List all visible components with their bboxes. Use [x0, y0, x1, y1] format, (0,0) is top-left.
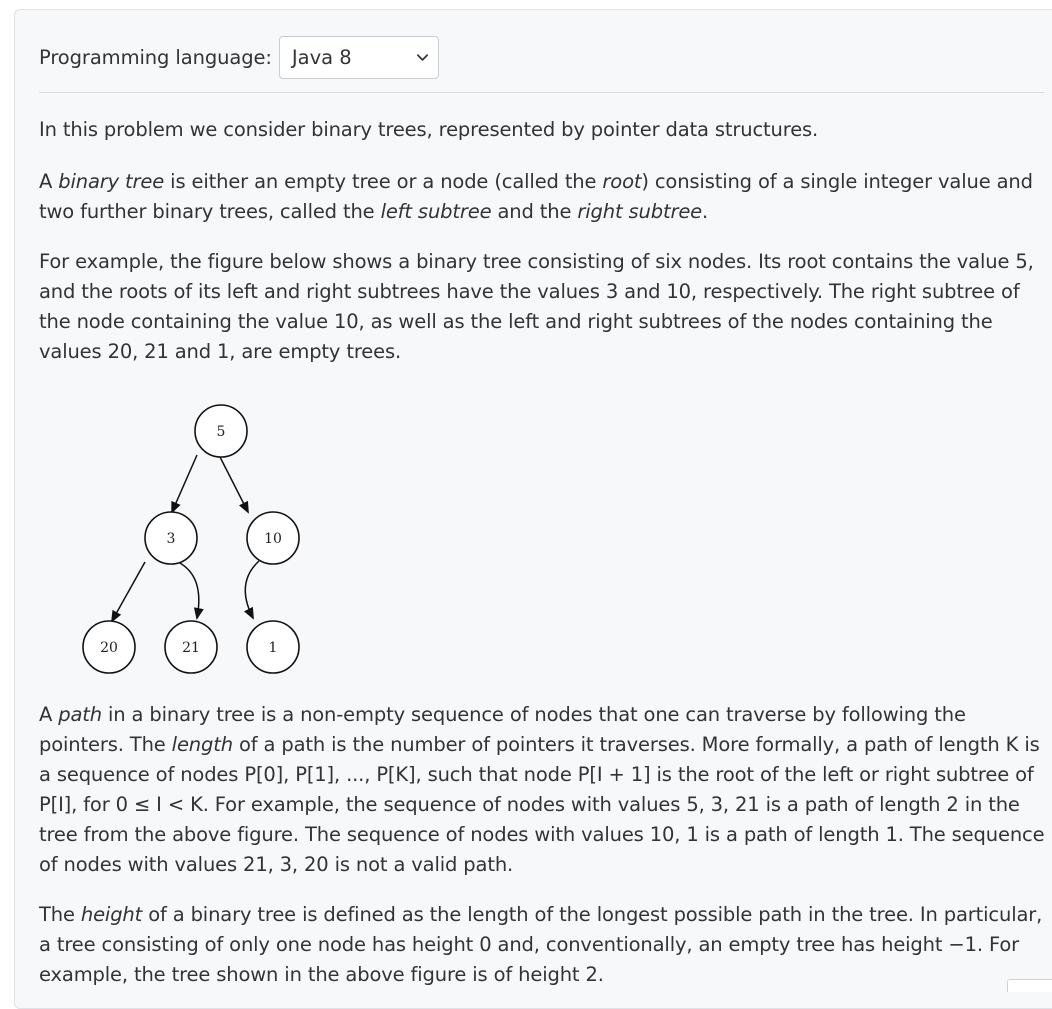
term-left-subtree: left subtree — [381, 200, 492, 223]
chevron-down-icon — [415, 50, 430, 65]
paragraph-path-definition: A path in a binary tree is a non-empty sequence of nodes that one can traverse by following the pointers. The length of a path is the number of pointers it traverses. More formally, a path of length K is a sequence of nodes P[0], P[1], ..., P[K], such that node P[I + 1] is the root of the left or right subtree of P[I], for 0 ≤ I < K. For example, the sequence of nodes with values 5, 3, 21 is a path of length 2 in the tree from the above figure. The sequence of nodes with values 10, 1 is a path of length 1. The sequence of nodes with values 21, 3, 20 is not a valid path. — [39, 700, 1051, 880]
tree-node-label: 3 — [167, 531, 176, 547]
divider — [39, 92, 1044, 93]
tree-edge — [178, 562, 199, 618]
tree-edge — [245, 561, 259, 618]
paragraph-example: For example, the figure below shows a binary tree consisting of six nodes. Its root contains the value 5, and the roots of its left and right subtrees have the values 3 and 10, respectively. The right subtree of the node containing the value 10, as well as the left and right subtrees of the nodes containing the values 20, 21 and 1, are empty trees. — [39, 247, 1051, 367]
term-root: root — [602, 170, 641, 193]
language-label: Programming language: — [39, 46, 272, 69]
language-select[interactable] — [279, 36, 439, 79]
paragraph-intro: In this problem we consider binary trees, represented by pointer data structures. — [39, 115, 1051, 145]
term-right-subtree: right subtree — [577, 200, 702, 223]
language-selector-row — [39, 35, 439, 79]
term-path: path — [58, 703, 102, 726]
tree-node-label: 1 — [269, 640, 278, 656]
term-binary-tree: binary tree — [58, 170, 164, 193]
language-select-value: Java 8 — [280, 46, 352, 69]
tree-edge — [172, 455, 197, 512]
paragraph-binary-tree-definition: A binary tree is either an empty tree or a node (called the root) consisting of a single integer value and two further binary trees, called the left subtree and the right subtree. — [39, 167, 1051, 227]
term-height: height — [81, 903, 142, 926]
partial-widget-corner — [1007, 979, 1052, 992]
term-length: length — [172, 733, 233, 756]
tree-node-label: 20 — [100, 640, 118, 656]
paragraph-height-definition: The height of a binary tree is defined as the length of the longest possible path in the tree. In particular, a tree consisting of only one node has height 0 and, conventionally, an empty tree has height −1. For example, the tree shown in the above figure is of height 2. — [39, 900, 1051, 990]
tree-node-label: 10 — [264, 531, 282, 547]
tree-edge — [112, 562, 145, 621]
tree-node-label: 21 — [182, 640, 200, 656]
tree-edge — [219, 455, 248, 512]
task-description-panel — [14, 9, 1052, 1009]
tree-node-label: 5 — [217, 424, 226, 440]
binary-tree-figure — [65, 398, 305, 680]
